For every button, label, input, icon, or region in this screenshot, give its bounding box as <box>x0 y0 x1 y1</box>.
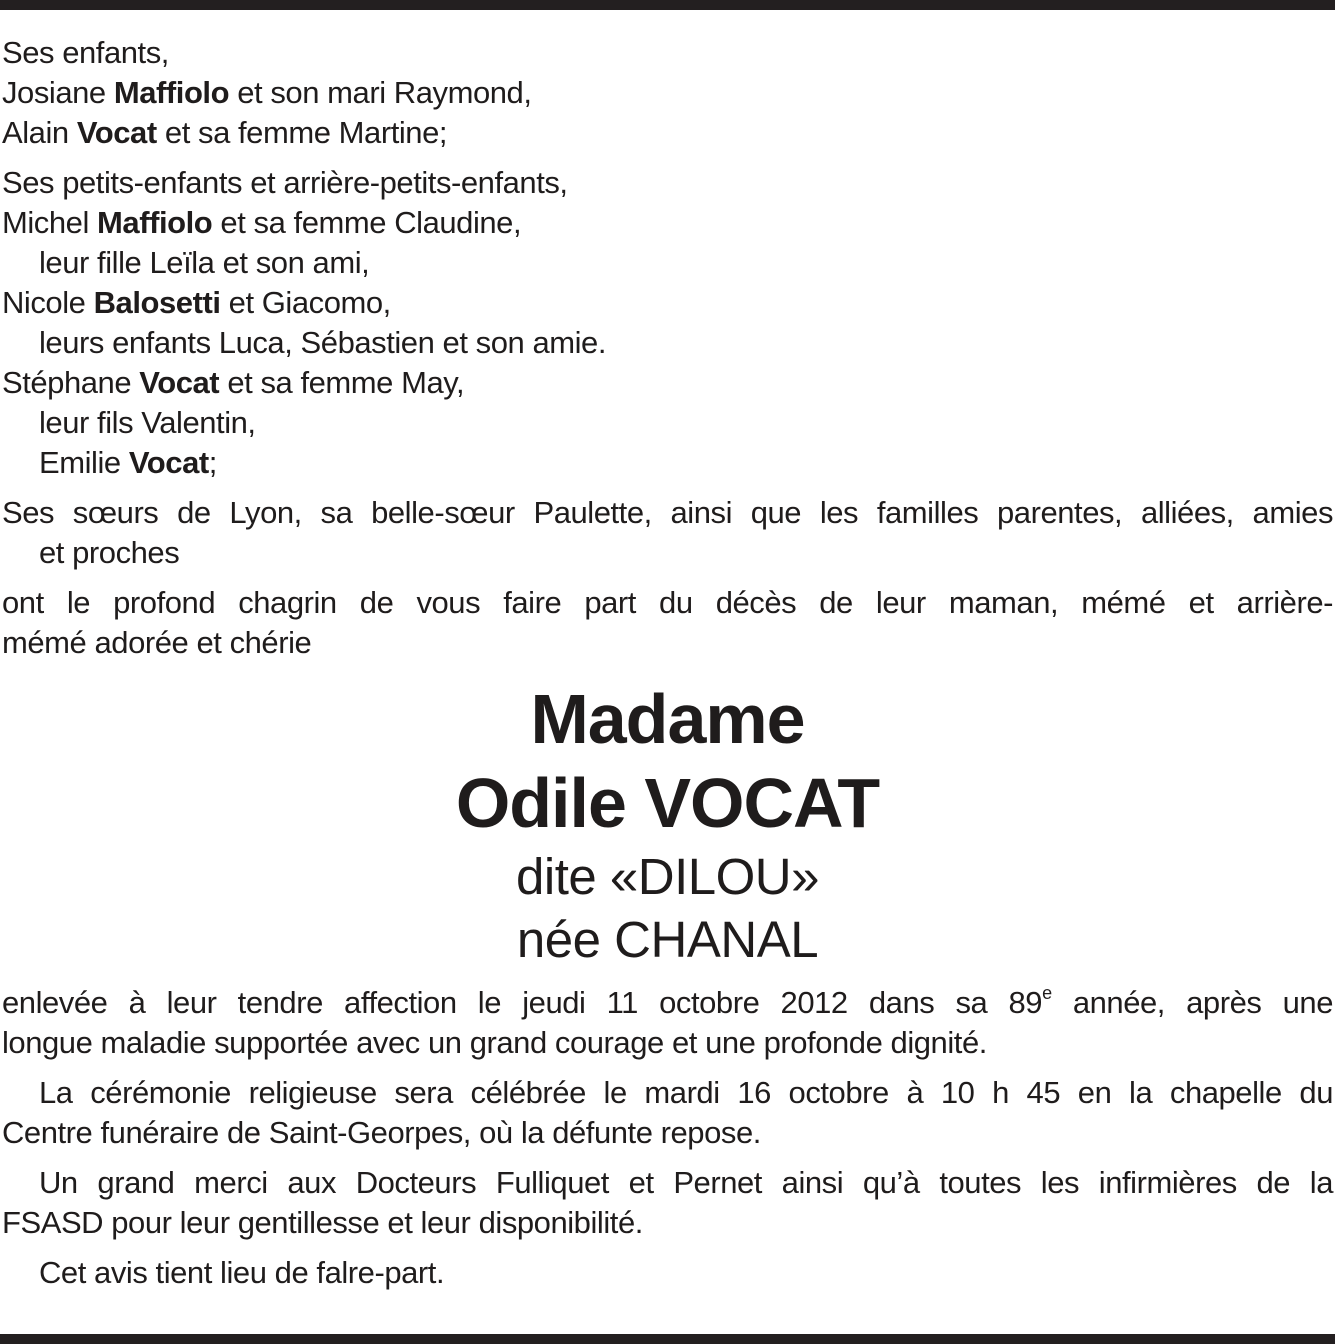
thanks-line: FSASD pour leur gentillesse et leur disponibilité. <box>2 1205 643 1240</box>
family-line-indented: leur fils Valentin, <box>39 405 256 440</box>
deceased-name-block <box>2 677 1333 971</box>
ceremony-line: Centre funéraire de Saint-Georpes, où la défunte repose. <box>2 1115 761 1150</box>
thanks-line: Un grand merci aux Docteurs Fulliquet et Pernet ainsi qu’à toutes les infirmières de la <box>39 1165 1333 1200</box>
family-surname: Balosetti <box>93 285 221 320</box>
deceased-nickname: dite «DILOU» <box>516 848 819 905</box>
deceased-title: Madame <box>530 680 805 758</box>
notice-section <box>2 1253 1333 1293</box>
grandchildren-intro: Ses petits-enfants et arrière-petits-enfants, <box>2 165 568 200</box>
family-surname: Vocat <box>128 445 209 480</box>
obituary-notice <box>2 33 1333 1293</box>
notice-line: Cet avis tient lieu de falre-part. <box>39 1255 445 1290</box>
family-surname: Vocat <box>139 365 220 400</box>
top-rule <box>0 0 1335 10</box>
family-line: Alain Vocat et sa femme Martine; <box>2 115 448 150</box>
bottom-rule <box>0 1334 1335 1344</box>
deceased-maiden-name: née CHANAL <box>516 911 819 968</box>
death-line: longue maladie supportée avec un grand courage et une profonde dignité. <box>2 1025 987 1060</box>
deceased-name: Odile VOCAT <box>455 764 880 842</box>
family-surname: Maffiolo <box>113 75 230 110</box>
family-line-indented: Emilie Vocat; <box>39 445 217 480</box>
sisters-section <box>2 493 1333 573</box>
family-line: Nicole Balosetti et Giacomo, <box>2 285 391 320</box>
ceremony-section <box>2 1073 1333 1153</box>
children-section <box>2 33 1333 153</box>
announcement-section <box>2 583 1333 663</box>
family-line: Josiane Maffiolo et son mari Raymond, <box>2 75 532 110</box>
grandchildren-section <box>2 163 1333 483</box>
death-line: enlevée à leur tendre affection le jeudi 11 octobre 2012 dans sa 89e année, après une <box>2 983 1333 1020</box>
sisters-line-indented: et proches <box>39 535 180 570</box>
ordinal-superscript: e <box>1042 983 1052 1003</box>
ceremony-line: La cérémonie religieuse sera célébrée le mardi 16 octobre à 10 h 45 en la chapelle du <box>39 1075 1333 1110</box>
announcement-line: mémé adorée et chérie <box>2 625 312 660</box>
family-line-indented: leur fille Leïla et son ami, <box>39 245 370 280</box>
family-surname: Vocat <box>76 115 157 150</box>
announcement-line: ont le profond chagrin de vous faire part du décès de leur maman, mémé et arrière- <box>2 585 1333 620</box>
children-intro: Ses enfants, <box>2 35 169 70</box>
thanks-section <box>2 1163 1333 1243</box>
sisters-line: Ses sœurs de Lyon, sa belle-sœur Paulette, ainsi que les familles parentes, alliées, amies <box>2 495 1333 530</box>
family-surname: Maffiolo <box>97 205 213 240</box>
family-line-indented: leurs enfants Luca, Sébastien et son amie. <box>39 325 607 360</box>
family-line: Michel Maffiolo et sa femme Claudine, <box>2 205 522 240</box>
death-section <box>2 983 1333 1063</box>
family-line: Stéphane Vocat et sa femme May, <box>2 365 465 400</box>
